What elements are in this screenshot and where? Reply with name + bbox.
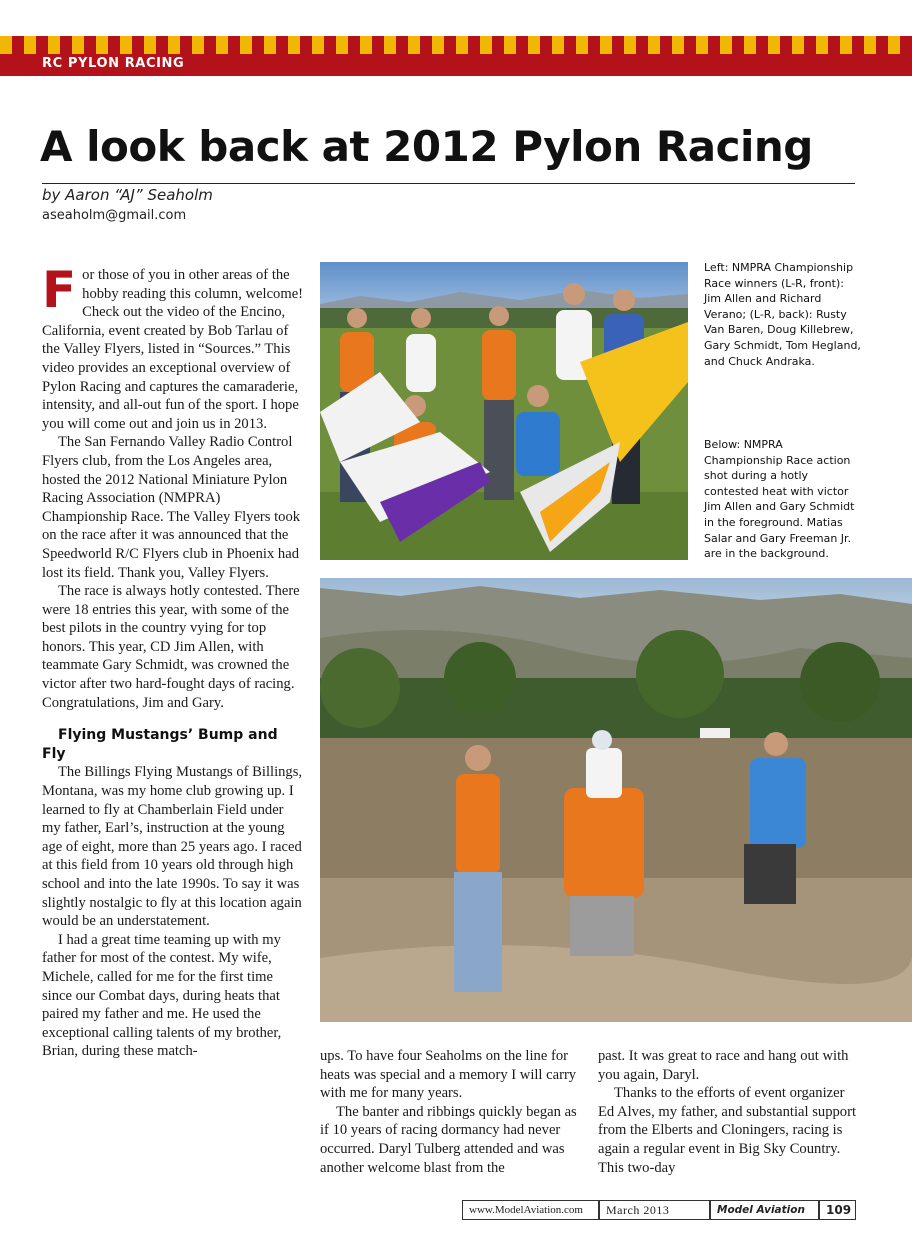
header-checker-band xyxy=(0,36,912,54)
footer-issue-date: March 2013 xyxy=(599,1200,710,1220)
paragraph: The banter and ribbings quickly began as if 10 years of racing dormancy had never occurred. Daryl Tulberg attended and was another welcome blast from the xyxy=(320,1103,577,1176)
body-column-1 xyxy=(42,261,304,1061)
paragraph: Thanks to the efforts of event organizer Ed Alves, my father, and substantial support from the Elberts and Cloningers, racing is again a regular event in Big Sky Country. This two-day xyxy=(598,1085,857,1176)
drop-cap: F xyxy=(42,261,77,319)
footer-magazine-name: Model Aviation xyxy=(710,1200,819,1220)
paragraph: The race is always hotly contested. There were 18 entries this year, with some of the best pilots in the country vying for top honors. This year, CD Jim Allen, with teammate Gary Schmidt, was crowned the victor after two hard-fought days of racing. Congratulations, Jim and Gary. xyxy=(42,583,300,711)
article-title: A look back at 2012 Pylon Racing xyxy=(40,122,813,171)
paragraph xyxy=(42,261,304,433)
paragraph: The Billings Flying Mustangs of Billings, Montana, was my home club growing up. I learned to fly at Chamberlain Field under my father, Earl’s, instruction at the young age of eight, more than 25 years ago. I raced at this field from 10 years old through high school and into the late 1990s. To say it was slightly nostalgic to fly at this location again would be an understatement. xyxy=(42,764,303,930)
caption-winners: Left: NMPRA Championship Race winners (L-R, front): Jim Allen and Richard Verano; (L-R, back): Rusty Van Baren, Doug Killebrew, Gary Schmidt, Tom Hegland, and Chuck Andraka. xyxy=(704,261,861,368)
paragraph: The San Fernando Valley Radio Control Flyers club, from the Los Angeles area, hosted the 2012 National Miniature Pylon Racing Association (NMPRA) Championship Race. The Valley Flyers took on the race after it was announced that the Speedworld R/C Flyers club in Phoenix had lost its field. Thank you, Valley Flyers. xyxy=(42,434,301,581)
photo-winners-group xyxy=(320,262,688,560)
body-column-2 xyxy=(320,1047,582,1177)
section-subhead: Flying Mustangs’ Bump and Fly xyxy=(42,727,278,762)
paragraph-text: or those of you in other areas of the hobby reading this column, welcome! Check out the video of the Encino, California, event created by Bob Tarlau of the Valley Flyers, listed in “Sources.” This video provides an exceptional overview of Pylon Racing and captures the camaraderie, intensity, and all-out fun of the sport. I hope you will come out and join us in 2013. xyxy=(42,267,304,432)
section-label: RC PYLON RACING xyxy=(42,56,185,71)
footer-url: www.ModelAviation.com xyxy=(462,1200,599,1220)
article-byline: by Aaron “AJ” Seaholm xyxy=(42,186,213,204)
footer-page-number: 109 xyxy=(819,1200,856,1220)
photo-action-image xyxy=(320,578,912,1022)
paragraph: past. It was great to race and hang out with you again, Daryl. xyxy=(598,1048,849,1083)
caption-action: Below: NMPRA Championship Race action shot during a hotly contested heat with victor Jim Allen and Gary Schmidt in the foreground. Matias Salar and Gary Freeman Jr. are in the background. xyxy=(704,438,855,561)
photo-winners-image xyxy=(320,262,688,560)
photo-race-action xyxy=(320,578,912,1022)
paragraph: I had a great time teaming up with my father for most of the contest. My wife, Michele, called for me for the first time since our Combat days, during heats that paired my father and me. He used the exceptional calling talents of my brother, Brian, during these match- xyxy=(42,931,282,1060)
paragraph: ups. To have four Seaholms on the line for heats was special and a memory I will carry with me for many years. xyxy=(320,1048,577,1102)
author-email: aseaholm@gmail.com xyxy=(42,208,187,223)
title-divider xyxy=(42,183,855,184)
body-column-3 xyxy=(598,1047,860,1177)
